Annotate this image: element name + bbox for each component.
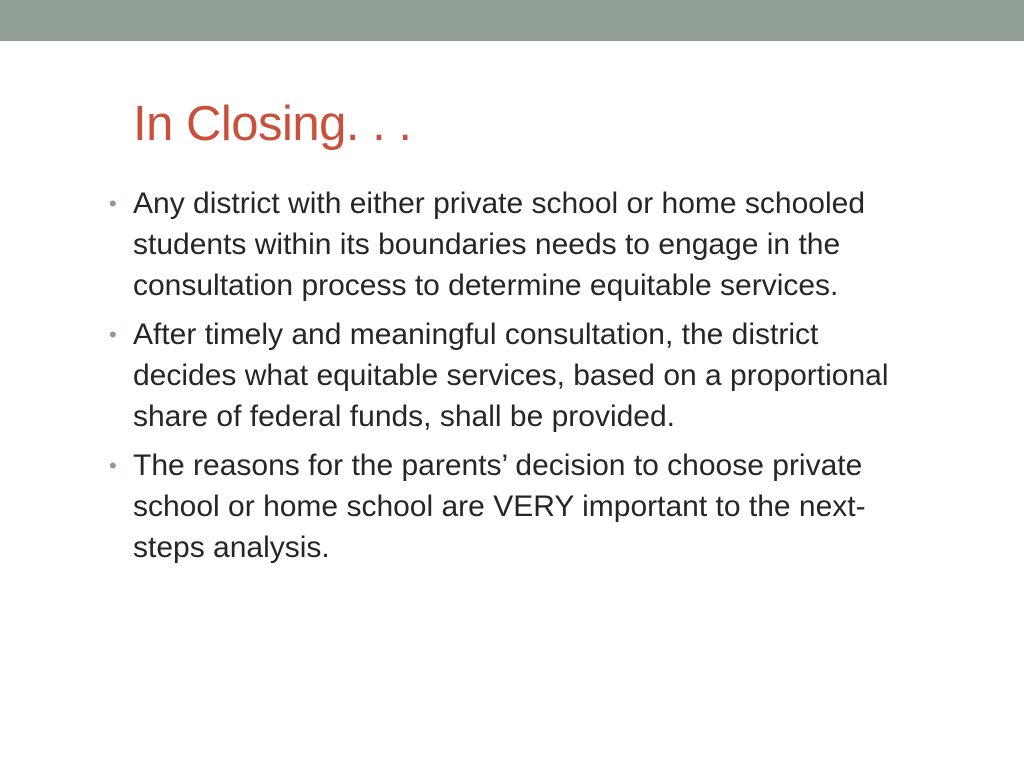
top-accent-bar — [0, 0, 1024, 41]
bullet-dot-icon: • — [109, 191, 117, 216]
bullet-text: The reasons for the parents’ decision to choose private school or home school are VERY important to the next-steps analysis. — [133, 449, 866, 564]
bullet-text: Any district with either private school or home schooled students within its boundaries needs to engage in the consultation process to determine equitable services. — [133, 187, 866, 302]
bullet-item — [109, 314, 909, 437]
bullet-dot-icon: • — [109, 322, 117, 347]
bullet-item — [109, 445, 909, 568]
slide-title: In Closing. . . — [133, 97, 412, 151]
bullet-item — [109, 183, 909, 306]
bullet-list — [109, 183, 909, 576]
bullet-dot-icon: • — [109, 453, 117, 478]
bullet-text: After timely and meaningful consultation, the district decides what equitable services, based on a proportional share of federal funds, shall be provided. — [133, 318, 889, 433]
